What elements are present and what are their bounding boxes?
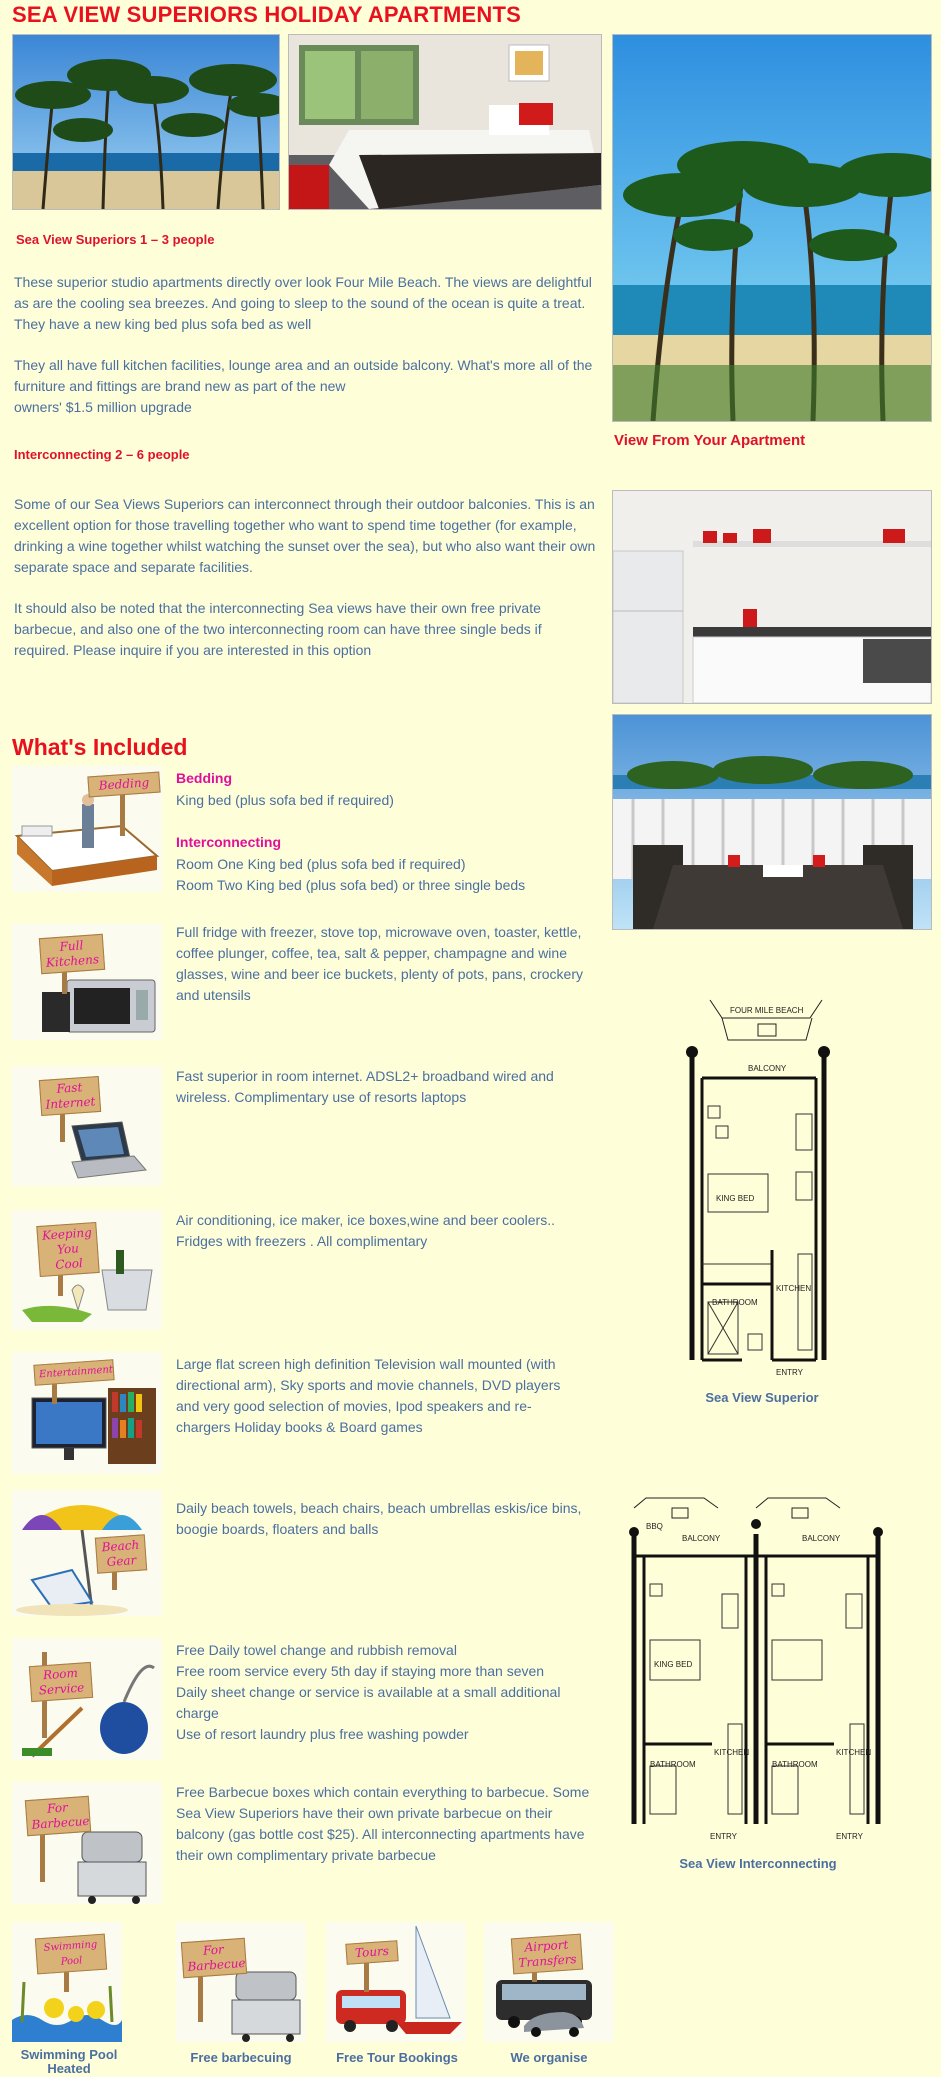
beach-gear-icon — [12, 1490, 162, 1616]
free-barbecuing-caption: Free barbecuing — [190, 2050, 292, 2065]
keeping-cool-icon — [12, 1210, 162, 1330]
superior-bed-label: KING BED — [716, 1194, 755, 1203]
internet-sign: Fast Internet — [39, 1076, 101, 1116]
interconnecting-bedding-title: Interconnecting — [176, 834, 282, 850]
bedding-text: King bed (plus sofa bed if required) — [176, 792, 394, 808]
interconnecting-balcony-left-label: BALCONY — [682, 1534, 721, 1543]
superiors-para2-line1: They all have full kitchen facilities, lounge area and an outside balcony. What's more all of the furniture and fittings are brand new as part of the new — [14, 357, 593, 394]
bedding-title: Bedding — [176, 770, 232, 786]
interconnecting-bed-label: KING BED — [654, 1660, 693, 1669]
tour-bookings-caption: Free Tour Bookings — [336, 2050, 458, 2065]
room-one-text: Room One King bed (plus sofa bed if required) — [176, 856, 466, 872]
interconnecting-entry-left-label: ENTRY — [710, 1832, 737, 1841]
interconnecting-bathroom-right-label: BATHROOM — [772, 1760, 818, 1769]
room-service-line2: Free room service every 5th day if staying more than seven — [176, 1663, 545, 1679]
tour-bookings-sign: Tours — [345, 1940, 398, 1965]
internet-text: Fast superior in room internet. ADSL2+ broadband wired and wireless. Complimentary use of resorts laptops — [176, 1068, 554, 1105]
kitchens-text: Full fridge with freezer, stove top, microwave oven, toaster, kettle, coffee plunger, coffee, tea, salt & pepper, champagne and wine glasses, wine and beer ice buckets, plenty of pots, pans, crockery and utensils — [176, 924, 583, 1003]
beach-gear-text: Daily beach towels, beach chairs, beach umbrellas eskis/ice bins, boogie boards, floaters and balls — [176, 1500, 582, 1537]
bedding-icon — [12, 766, 162, 892]
keeping-cool-text: Air conditioning, ice maker, ice boxes,wine and beer coolers.. Fridges with freezers . All complimentary — [176, 1212, 555, 1249]
room-service-line4: Use of resort laundry plus free washing powder — [176, 1726, 469, 1742]
superiors-para2-line2: owners' $1.5 million upgrade — [14, 399, 192, 415]
room-two-text: Room Two King bed (plus sofa bed) or three single beds — [176, 877, 526, 893]
balcony-photo — [612, 714, 932, 930]
airport-transfers-icon — [484, 1922, 614, 2042]
bedding-sign: Bedding — [87, 772, 160, 798]
superior-floorplan-caption: Sea View Superior — [705, 1390, 819, 1405]
room-service-line3: Daily sheet change or service is available at a small additional charge — [176, 1684, 561, 1721]
swimming-pool-sign: Swimming Pool — [35, 1934, 107, 1975]
interconnecting-bbq-label: BBQ — [646, 1522, 663, 1531]
interconnecting-para1: Some of our Sea Views Superiors can interconnect through their outdoor balconies. This is an excellent option for those travelling together who want to spend time together (for example, drinking a wine together whilst watching the sunset over the sea), but who also want their own separate space and separate facilities. — [14, 496, 596, 575]
sea-view-interconnecting-floorplan — [622, 1494, 894, 1848]
beach-gear-sign: Beach Gear — [95, 1534, 147, 1573]
airport-transfers-caption: We organise — [510, 2050, 588, 2065]
tour-bookings-icon — [326, 1922, 466, 2042]
entertainment-icon — [12, 1352, 162, 1474]
view-from-apartment-photo — [612, 34, 932, 422]
kitchens-sign: Full Kitchens — [39, 934, 105, 974]
interconnecting-bathroom-left-label: BATHROOM — [650, 1760, 696, 1769]
interconnecting-kitchen-left-label: KITCHEN — [714, 1748, 750, 1757]
superior-balcony-label: BALCONY — [748, 1064, 787, 1073]
superiors-heading: Sea View Superiors 1 – 3 people — [16, 232, 215, 247]
free-barbecuing-sign: For Barbecue — [181, 1938, 247, 1978]
barbecue-sign: For Barbecue — [25, 1796, 91, 1836]
interconnecting-kitchen-right-label: KITCHEN — [836, 1748, 872, 1757]
kitchen-photo — [612, 490, 932, 704]
interconnecting-para2: It should also be noted that the interconnecting Sea views have their own free private barbecue, and also one of the two interconnecting room can have three single beds if required. Please inquire if you are interested in this option — [14, 600, 542, 658]
interconnecting-heading: Interconnecting 2 – 6 people — [14, 447, 190, 462]
room-service-line1: Free Daily towel change and rubbish removal — [176, 1642, 457, 1658]
view-caption: View From Your Apartment — [614, 432, 806, 449]
kitchens-icon — [12, 924, 162, 1040]
sea-view-superior-floorplan — [672, 994, 852, 1384]
superior-entry-label: ENTRY — [776, 1368, 803, 1377]
room-service-sign: Room Service — [29, 1662, 93, 1702]
entertainment-text: Large flat screen high definition Television wall mounted (with directional arm), Sky sports and movie channels, DVD players and very good selection of movies, Ipod speakers and re-chargers Holiday books & Board games — [176, 1356, 561, 1435]
superior-bathroom-label: BATHROOM — [712, 1298, 758, 1307]
internet-icon — [12, 1066, 162, 1186]
room-service-icon — [12, 1638, 162, 1760]
barbecue-text: Free Barbecue boxes which contain everything to barbecue. Some Sea View Superiors have their own private barbecue on their balcony (gas bottle cost $25). All interconnecting apartments have their own complimentary private barbecue — [176, 1784, 590, 1863]
superior-kitchen-label: KITCHEN — [776, 1284, 812, 1293]
interconnecting-floorplan-caption: Sea View Interconnecting — [679, 1856, 837, 1871]
included-heading: What's Included — [12, 734, 188, 760]
interconnecting-balcony-right-label: BALCONY — [802, 1534, 841, 1543]
swimming-pool-caption: Swimming Pool Heated — [20, 2047, 118, 2076]
beach-palms-photo — [12, 34, 280, 210]
page-title: SEA VIEW SUPERIORS HOLIDAY APARTMENTS — [12, 2, 521, 27]
interconnecting-entry-right-label: ENTRY — [836, 1832, 863, 1841]
airport-transfers-sign: Airport Transfers — [511, 1934, 583, 1975]
keeping-cool-sign: Keeping You Cool — [36, 1222, 99, 1277]
free-barbecuing-icon — [176, 1922, 306, 2042]
superiors-para1: These superior studio apartments directly over look Four Mile Beach. The views are delightful as are the cooling sea breezes. And going to sleep to the sound of the ocean is quite a treat. They have a new king bed plus sofa bed as well — [14, 274, 592, 332]
entertainment-sign: Entertainment — [33, 1359, 114, 1386]
superior-beach-label: FOUR MILE BEACH — [730, 1006, 804, 1015]
swimming-pool-icon — [12, 1922, 122, 2042]
barbecue-icon — [12, 1782, 162, 1904]
bedroom-photo — [288, 34, 602, 210]
